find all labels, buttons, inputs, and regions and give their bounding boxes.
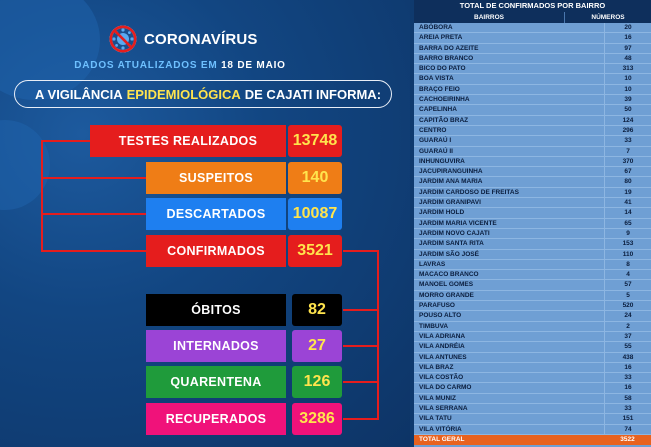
table-row bbox=[414, 383, 651, 393]
table-row bbox=[414, 239, 651, 249]
bairro-count: 313 bbox=[604, 64, 651, 73]
bairro-count: 153 bbox=[604, 239, 651, 248]
stat-label-suspeitos: SUSPEITOS bbox=[146, 162, 286, 194]
table-row bbox=[414, 188, 651, 198]
table-header bbox=[414, 12, 651, 23]
table-body bbox=[414, 23, 651, 435]
bairro-count: 296 bbox=[604, 126, 651, 135]
table-row bbox=[414, 342, 651, 352]
bairro-name: PARAFUSO bbox=[419, 302, 455, 310]
table-row bbox=[414, 157, 651, 167]
table-row bbox=[414, 291, 651, 301]
bairro-count: 10 bbox=[604, 74, 651, 83]
header bbox=[108, 24, 258, 54]
table-row bbox=[414, 229, 651, 239]
table-row bbox=[414, 85, 651, 95]
connector-confirmed bbox=[343, 251, 378, 419]
bairro-name: GUARAÚ II bbox=[419, 147, 453, 155]
bairro-name: JARDIM NOVO CAJATI bbox=[419, 229, 490, 237]
table-row bbox=[414, 136, 651, 146]
table-row bbox=[414, 332, 651, 342]
table-row bbox=[414, 105, 651, 115]
bairro-name: JARDIM SANTA RITA bbox=[419, 240, 484, 248]
stat-label-obitos: ÓBITOS bbox=[146, 294, 286, 326]
table-row bbox=[414, 44, 651, 54]
table-row bbox=[414, 311, 651, 321]
bairro-name: VILA SERRANA bbox=[419, 404, 468, 412]
bairro-name: JARDIM CARDOSO DE FREITAS bbox=[419, 188, 519, 196]
banner-pre: A VIGILÂNCIA bbox=[35, 86, 123, 102]
table-row bbox=[414, 280, 651, 290]
bairro-name: VILA ANTUNES bbox=[419, 353, 467, 361]
bairro-count: 33 bbox=[604, 404, 651, 413]
bairro-name: VILA BRAZ bbox=[419, 363, 454, 371]
col-numeros: NÚMEROS bbox=[564, 12, 651, 23]
bairro-count: 97 bbox=[604, 44, 651, 53]
bairro-name: VILA COSTÃO bbox=[419, 374, 464, 382]
bairro-name: JARDIM MARIA VICENTE bbox=[419, 219, 497, 227]
bairro-name: POUSO ALTO bbox=[419, 312, 462, 320]
table-row bbox=[414, 425, 651, 435]
bairro-name: MORRO GRANDE bbox=[419, 291, 474, 299]
bairro-name: ABÓBORA bbox=[419, 24, 453, 31]
neighborhood-table bbox=[414, 0, 651, 447]
update-line bbox=[0, 60, 360, 71]
stat-label-descartados: DESCARTADOS bbox=[146, 198, 286, 230]
bairro-name: CACHOEIRINHA bbox=[419, 96, 470, 104]
table-row bbox=[414, 301, 651, 311]
bairro-count: 20 bbox=[604, 23, 651, 32]
table-row bbox=[414, 177, 651, 187]
table-row bbox=[414, 33, 651, 43]
bairro-count: 19 bbox=[604, 188, 651, 197]
bairro-count: 124 bbox=[604, 116, 651, 125]
table-row bbox=[414, 116, 651, 126]
bairro-count: 10 bbox=[604, 85, 651, 94]
bairro-name: CAPITÃO BRAZ bbox=[419, 116, 469, 124]
stat-label-testes-realizados: TESTES REALIZADOS bbox=[90, 125, 286, 157]
bairro-name: VILA ADRIANA bbox=[419, 332, 466, 340]
table-row bbox=[414, 373, 651, 383]
table-row bbox=[414, 74, 651, 84]
bairro-name: BOA VISTA bbox=[419, 75, 454, 83]
bairro-count: 16 bbox=[604, 363, 651, 372]
bairro-count: 14 bbox=[604, 208, 651, 217]
bairro-name: VILA DO CARMO bbox=[419, 384, 472, 392]
bairro-count: 16 bbox=[604, 33, 651, 42]
table-row bbox=[414, 250, 651, 260]
bairro-count: 9 bbox=[604, 229, 651, 238]
table-row bbox=[414, 126, 651, 136]
bairro-name: AREIA PRETA bbox=[419, 34, 463, 42]
stat-label-quarentena: QUARENTENA bbox=[146, 366, 286, 398]
stat-value-internados: 27 bbox=[292, 330, 342, 362]
update-date: 18 DE MAIO bbox=[221, 60, 286, 71]
stat-value-suspeitos: 140 bbox=[288, 162, 342, 194]
bairro-count: 16 bbox=[604, 383, 651, 392]
info-banner bbox=[14, 80, 392, 108]
bairro-name: BARRO BRANCO bbox=[419, 54, 474, 62]
bairro-name: JARDIM ANA MARIA bbox=[419, 178, 483, 186]
table-row bbox=[414, 54, 651, 64]
bairro-count: 41 bbox=[604, 198, 651, 207]
bairro-count: 50 bbox=[604, 105, 651, 114]
bairro-count: 110 bbox=[604, 250, 651, 259]
banner-highlight: EPIDEMIOLÓGICA bbox=[126, 86, 241, 102]
bairro-count: 58 bbox=[604, 394, 651, 403]
page-title: CORONAVÍRUS bbox=[144, 30, 258, 48]
bairro-name: JARDIM HOLD bbox=[419, 209, 465, 217]
table-row bbox=[414, 322, 651, 332]
bairro-count: 438 bbox=[604, 353, 651, 362]
bairro-name: BICO DO PATO bbox=[419, 65, 466, 73]
bairro-count: 5 bbox=[604, 291, 651, 300]
no-virus-icon bbox=[108, 24, 138, 54]
bairro-name: JARDIM GRANIPAVI bbox=[419, 199, 481, 207]
bairro-count: 151 bbox=[604, 414, 651, 423]
bairro-name: INHUNGUVIRA bbox=[419, 157, 465, 165]
bairro-name: CAPELINHA bbox=[419, 106, 457, 114]
stat-label-confirmados: CONFIRMADOS bbox=[146, 235, 286, 267]
table-row bbox=[414, 260, 651, 270]
total-value: 3522 bbox=[620, 435, 635, 443]
bairro-count: 7 bbox=[604, 147, 651, 156]
bairro-count: 24 bbox=[604, 311, 651, 320]
table-row bbox=[414, 414, 651, 424]
banner-post: DE CAJATI INFORMA: bbox=[244, 86, 382, 102]
table-row bbox=[414, 64, 651, 74]
bairro-count: 65 bbox=[604, 219, 651, 228]
bairro-name: MACACO BRANCO bbox=[419, 271, 479, 279]
bairro-count: 33 bbox=[604, 373, 651, 382]
bairro-name: BARRA DO AZEITE bbox=[419, 44, 479, 52]
bairro-count: 37 bbox=[604, 332, 651, 341]
bairro-count: 520 bbox=[604, 301, 651, 310]
table-row bbox=[414, 394, 651, 404]
bairro-name: VILA MUNIZ bbox=[419, 394, 456, 402]
bairro-name: CENTRO bbox=[419, 126, 447, 134]
bairro-name: BRAÇO FEIO bbox=[419, 85, 460, 93]
table-row bbox=[414, 208, 651, 218]
bairro-count: 48 bbox=[604, 54, 651, 63]
stat-value-obitos: 82 bbox=[292, 294, 342, 326]
bairro-count: 55 bbox=[604, 342, 651, 351]
stat-value-confirmados: 3521 bbox=[288, 235, 342, 267]
bairro-count: 4 bbox=[604, 270, 651, 279]
bairro-name: JACUPIRANGUINHA bbox=[419, 168, 483, 176]
table-title: TOTAL DE CONFIRMADOS POR BAIRRO bbox=[414, 0, 651, 12]
bairro-count: 39 bbox=[604, 95, 651, 104]
total-label: TOTAL GERAL bbox=[419, 435, 465, 443]
table-row bbox=[414, 167, 651, 177]
background-blob bbox=[0, 120, 50, 210]
table-row bbox=[414, 23, 651, 33]
table-row bbox=[414, 270, 651, 280]
bairro-name: LAVRAS bbox=[419, 260, 446, 268]
bairro-name: JARDIM SÃO JOSÉ bbox=[419, 250, 479, 258]
table-row bbox=[414, 95, 651, 105]
table-row bbox=[414, 404, 651, 414]
bairro-count: 67 bbox=[604, 167, 651, 176]
stat-value-quarentena: 126 bbox=[292, 366, 342, 398]
bairro-name: VILA TATU bbox=[419, 415, 452, 423]
bairro-count: 2 bbox=[604, 322, 651, 331]
bairro-count: 80 bbox=[604, 177, 651, 186]
stat-value-testes-realizados: 13748 bbox=[288, 125, 342, 157]
bairro-name: VILA VITÓRIA bbox=[419, 425, 462, 433]
table-row bbox=[414, 198, 651, 208]
table-row bbox=[414, 147, 651, 157]
connector-tests bbox=[42, 141, 146, 251]
update-prefix: DADOS ATUALIZADOS EM bbox=[74, 60, 218, 71]
table-row bbox=[414, 219, 651, 229]
bairro-count: 74 bbox=[604, 425, 651, 434]
bairro-count: 57 bbox=[604, 280, 651, 289]
table-row bbox=[414, 363, 651, 373]
table-row bbox=[414, 353, 651, 363]
bairro-count: 33 bbox=[604, 136, 651, 145]
col-bairros: BAIRROS bbox=[474, 14, 504, 21]
stat-value-recuperados: 3286 bbox=[292, 403, 342, 435]
stat-value-descartados: 10087 bbox=[288, 198, 342, 230]
bairro-name: VILA ANDRÉIA bbox=[419, 343, 465, 351]
bairro-name: GUARAÚ I bbox=[419, 137, 452, 145]
bairro-count: 370 bbox=[604, 157, 651, 166]
table-total-row bbox=[414, 435, 651, 445]
stat-label-internados: INTERNADOS bbox=[146, 330, 286, 362]
bairro-name: MANOEL GOMES bbox=[419, 281, 474, 289]
bairro-name: TIMBUVA bbox=[419, 322, 449, 330]
bairro-count: 8 bbox=[604, 260, 651, 269]
stat-label-recuperados: RECUPERADOS bbox=[146, 403, 286, 435]
